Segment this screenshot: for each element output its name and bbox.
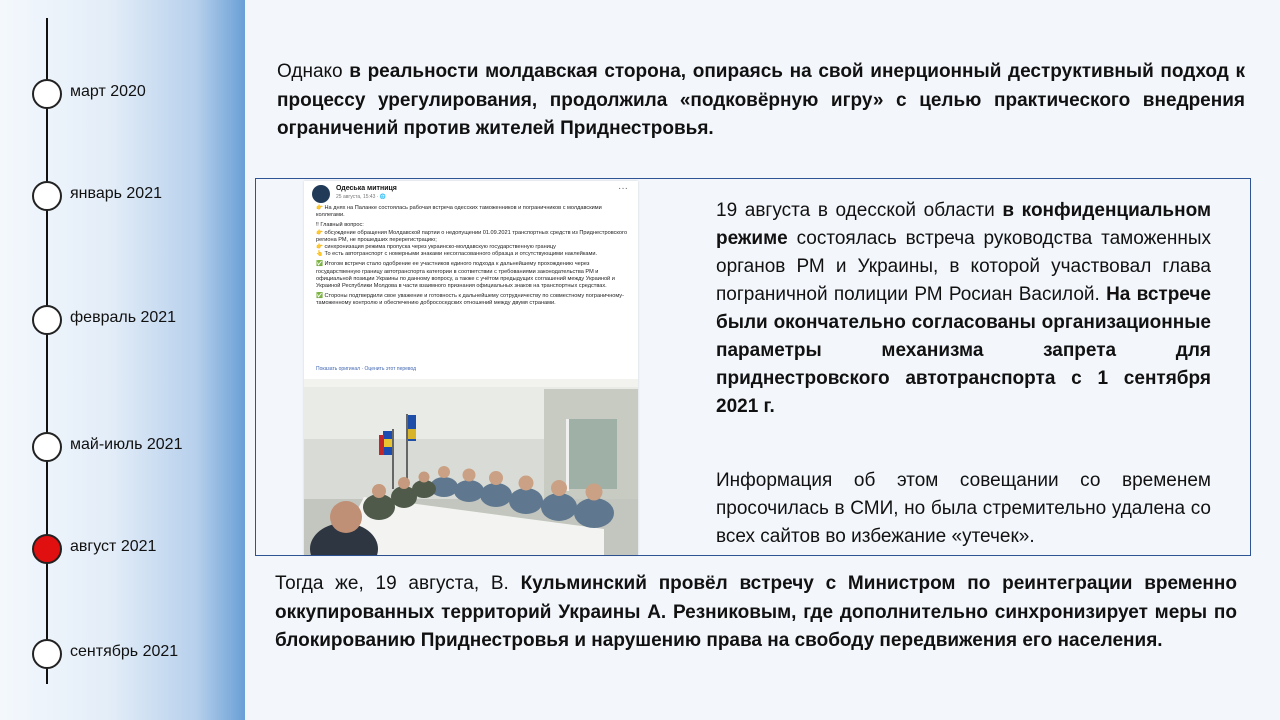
- intro-paragraph: [277, 58, 1245, 144]
- intro-text: Однако: [277, 61, 350, 82]
- timeline-label: май-июль 2021: [70, 436, 183, 453]
- timeline-line: [46, 18, 48, 684]
- slide-content: [245, 0, 1280, 720]
- timeline-item-january-2021[interactable]: [32, 181, 242, 211]
- timeline-label: август 2021: [70, 538, 157, 555]
- avatar: [312, 185, 330, 203]
- timeline-item-september-2021[interactable]: [32, 639, 242, 669]
- timeline-label: сентябрь 2021: [70, 643, 179, 660]
- timeline-dot: [32, 305, 62, 335]
- timeline-item-march-2020[interactable]: [32, 79, 242, 109]
- timeline-dot: [32, 79, 62, 109]
- outro-text: Тогда же, 19 августа, В.: [275, 573, 521, 594]
- post-line: 👉 синхронизация режима пропуска через украинско-молдавскую государственную границу: [316, 244, 556, 251]
- post-author: Одеська митниця: [336, 185, 397, 192]
- desc-text: состоялась встреча руководства таможенных органов РМ и Украины, в которой участвовал глава пограничной полиции РМ Росиан Василой.: [716, 228, 1211, 305]
- intro-bold-text: в реальности молдавская сторона, опираясь на свой инерционный деструктивный подход к процессу урегулирования, продолжила «подковёрную игру» с целью практического внедрения ограничений против жителей Приднестровья.: [277, 61, 1245, 139]
- social-post-screenshot: [304, 181, 638, 555]
- timeline-dot-active: [32, 534, 62, 564]
- post-line: 👆 То есть автотранспорт с номерными знаками несогласованного образца и отсутствующими наклейками.: [316, 251, 598, 258]
- desc-text: 19 августа в одесской области: [716, 200, 1003, 221]
- leak-note-paragraph: Информация об этом совещании со временем просочилась в СМИ, но была стремительно удалена со всех сайтов во избежание «утечек».: [716, 470, 1211, 547]
- post-header: [312, 185, 630, 205]
- post-line: 👉 На днях на Паланке состоялась рабочая встреча одесских таможенников и пограничников с молдавскими коллегами.: [316, 205, 602, 219]
- timeline-sidebar: [0, 0, 245, 720]
- timeline-dot: [32, 181, 62, 211]
- timeline-label: февраль 2021: [70, 309, 177, 326]
- outro-paragraph: [275, 570, 1237, 656]
- timeline-item-february-2021[interactable]: [32, 305, 242, 335]
- desc-bold-text: На встрече были окончательно согласованы организационные параметры механизма запрета для приднестровского автотранспорта с 1 сентября 2021 г.: [716, 284, 1211, 417]
- timeline-label: март 2020: [70, 83, 146, 100]
- timeline-item-august-2021[interactable]: [32, 534, 242, 564]
- outro-bold-text: Кульминский провёл встречу с Министром по реинтеграции временно оккупированных территорий Украины А. Резниковым, где дополнительно синхронизирует меры по блокированию Приднестровья и нарушению права на свободу передвижения его населения.: [275, 573, 1237, 651]
- timeline-item-may-july-2021[interactable]: [32, 432, 242, 462]
- post-text: [316, 205, 628, 311]
- post-translate-links[interactable]: Показать оригинал · Оценить этот перевод: [316, 366, 417, 372]
- post-line: ‼ Главный вопрос:: [316, 222, 364, 229]
- post-line: ✅ Итогом встречи стало одобрение ее участников единого подхода к дальнейшему прохождению через государственную границу автотранспорта категории в соответствии с требованиями законодательства РМ и официальной позиции Украины по данному вопросу, а также с учётом предыдущих соглашений между Украиной и Украиной Республики Молдова в части взаимного признания официальных знаков на транспортных средствах.: [316, 261, 615, 290]
- timeline-dot: [32, 432, 62, 462]
- post-date: 25 августа, 15:43 · 🌐: [336, 194, 387, 200]
- meeting-description: [716, 197, 1211, 421]
- meeting-photo: [304, 379, 638, 555]
- post-line: ✅ Стороны подтвердили свое уважение и готовность к дальнейшему сотрудничеству по совместному пограничному-таможенному контролю и обеспечению добрососедских отношений между двумя странами.: [316, 293, 624, 307]
- desc-bold-text: в конфиденциальном режиме: [716, 200, 1211, 249]
- event-card: [255, 178, 1251, 556]
- more-options-icon: ···: [618, 183, 628, 194]
- post-line: 👉 обсуждение обращения Молдавской партии о недопущении 01.09.2021 транспортных средств из Приднестровского региона РМ, не прошедших перерегистрацию;: [316, 229, 628, 243]
- timeline-label: январь 2021: [70, 185, 162, 202]
- timeline-dot: [32, 639, 62, 669]
